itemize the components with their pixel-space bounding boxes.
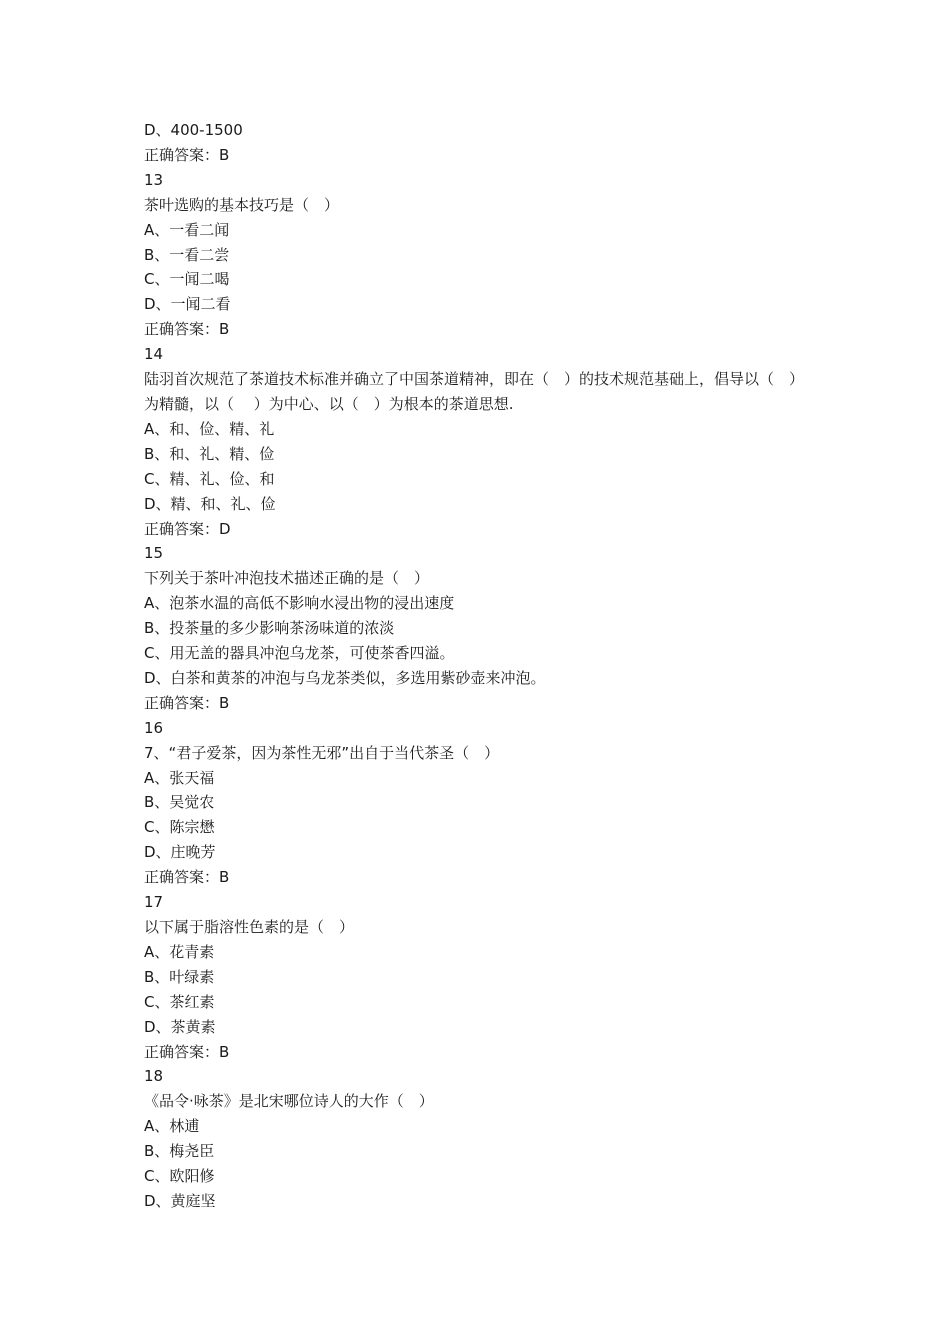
question-text: 以下属于脂溶性色素的是（ ）	[144, 918, 355, 936]
option-d: D、黄庭坚	[144, 1191, 216, 1210]
option-d: D、白茶和黄茶的冲泡与乌龙茶类似，多选用紫砂壶来冲泡。	[144, 668, 546, 687]
question-number: 15	[144, 544, 164, 563]
answer-line: 正确答案：D	[144, 519, 231, 538]
option-a: A、张天福	[144, 768, 215, 787]
question-text: 下列关于茶叶冲泡技术描述正确的是（ ）	[144, 569, 430, 588]
option-b: B、叶绿素	[144, 967, 215, 986]
option-b: B、梅尧臣	[144, 1142, 215, 1161]
option-b: B、吴觉农	[144, 793, 215, 812]
answer-line: 正确答案：B	[144, 145, 230, 164]
option-a: A、林逋	[144, 1117, 200, 1136]
option-a: A、和、俭、精、礼	[144, 419, 275, 438]
answer-line: 正确答案：B	[144, 693, 230, 712]
option-b: B、一看二尝	[144, 245, 230, 264]
option-a: A、花青素	[144, 942, 215, 961]
answer-line: 正确答案：B	[144, 868, 230, 887]
option-d: D、400-1500	[144, 121, 243, 139]
question-number: 17	[144, 893, 164, 912]
option-c: C、用无盖的器具冲泡乌龙茶，可使茶香四溢。	[144, 644, 455, 663]
question-number: 16	[144, 718, 164, 737]
question-text: 陆羽首次规范了茶道技术标准并确立了中国茶道精神，即在（ ）的技术规范基础上，倡导以（ ）为精髓，以（ ）为中心、以（ ）为根本的茶道思想.	[144, 370, 805, 413]
question-number: 13	[144, 170, 164, 189]
option-c: C、茶红素	[144, 992, 215, 1011]
option-a: A、泡茶水温的高低不影响水浸出物的浸出速度	[144, 594, 455, 613]
option-b: B、和、礼、精、俭	[144, 444, 275, 463]
option-c: C、一闻二喝	[144, 270, 230, 289]
option-b: B、投茶量的多少影响茶汤味道的浓淡	[144, 619, 395, 638]
question-text: 7、“君子爱茶，因为茶性无邪”出自于当代茶圣（ ）	[144, 743, 500, 762]
document-body	[144, 118, 814, 1214]
option-d: D、精、和、礼、俭	[144, 494, 276, 513]
question-text: 茶叶选购的基本技巧是（ ）	[144, 195, 340, 214]
question-text: 《品令·咏茶》是北宋哪位诗人的大作（ ）	[144, 1092, 434, 1111]
question-number: 18	[144, 1067, 164, 1086]
option-d: D、茶黄素	[144, 1017, 216, 1036]
answer-line: 正确答案：B	[144, 1042, 230, 1061]
answer-line: 正确答案：B	[144, 320, 230, 339]
option-d: D、一闻二看	[144, 295, 231, 314]
option-c: C、欧阳修	[144, 1167, 215, 1186]
question-number: 14	[144, 345, 164, 364]
option-d: D、庄晚芳	[144, 843, 216, 862]
option-a: A、一看二闻	[144, 220, 230, 239]
option-c: C、精、礼、俭、和	[144, 469, 275, 488]
option-c: C、陈宗懋	[144, 818, 215, 837]
